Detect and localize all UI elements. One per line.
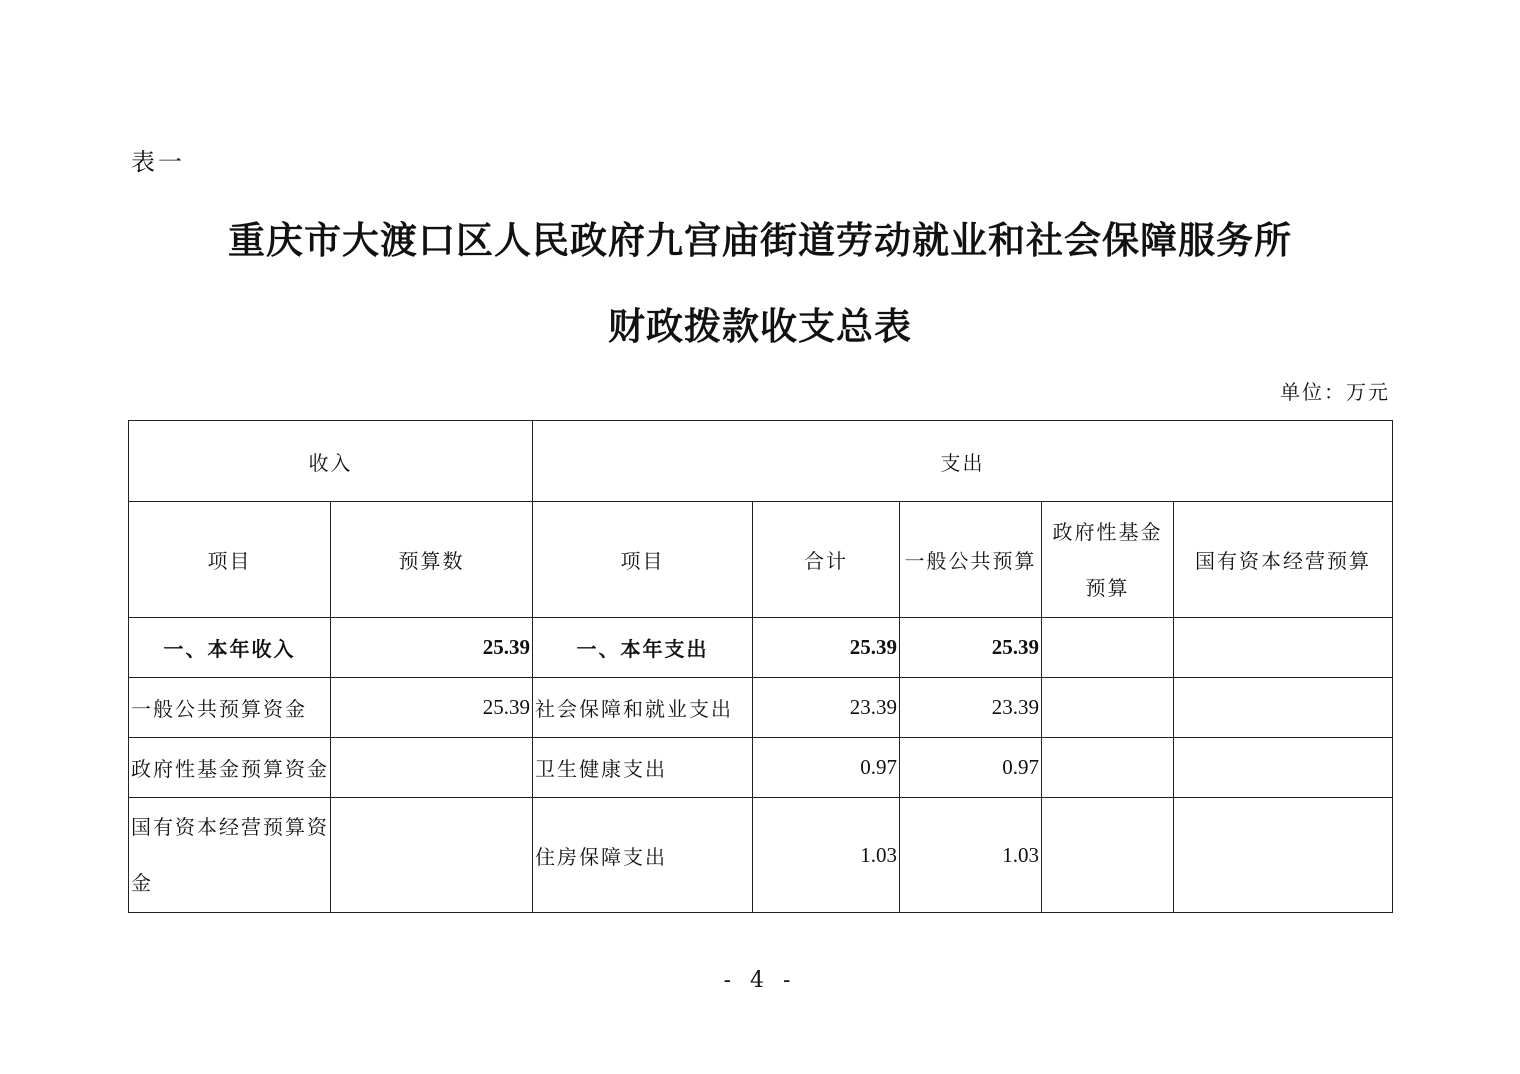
col-total: 合计 <box>753 502 900 618</box>
income-item-cell: 政府性基金预算资金 <box>129 738 331 798</box>
expense-item-cell: 社会保障和就业支出 <box>533 678 753 738</box>
income-item-cell: 一、本年收入 <box>129 618 331 678</box>
table-label: 表一 <box>131 148 185 176</box>
income-budget-cell <box>331 798 533 913</box>
income-item-cell: 国有资本经营预算资金 <box>129 798 331 913</box>
total-cell: 25.39 <box>753 618 900 678</box>
state-capital-budget-cell <box>1174 618 1393 678</box>
gov-fund-budget-cell <box>1042 738 1174 798</box>
col-income-budget: 预算数 <box>331 502 533 618</box>
expense-item-cell: 卫生健康支出 <box>533 738 753 798</box>
gov-fund-budget-cell <box>1042 618 1174 678</box>
table-row <box>129 798 1393 913</box>
state-capital-budget-cell <box>1174 678 1393 738</box>
gov-fund-budget-cell <box>1042 678 1174 738</box>
page-title: 重庆市大渡口区人民政府九宫庙街道劳动就业和社会保障服务所 <box>228 218 1292 262</box>
expense-group-header: 支出 <box>533 421 1393 502</box>
general-budget-cell: 23.39 <box>900 678 1042 738</box>
expense-item-cell: 住房保障支出 <box>533 798 753 913</box>
expense-item-cell: 一、本年支出 <box>533 618 753 678</box>
col-gov-fund-budget: 政府性基金预算 <box>1042 502 1174 618</box>
column-header-row <box>129 502 1393 618</box>
total-cell: 23.39 <box>753 678 900 738</box>
page-subtitle: 财政拨款收支总表 <box>608 304 912 348</box>
total-cell: 0.97 <box>753 738 900 798</box>
unit-label: 单位：万元 <box>1280 380 1390 404</box>
income-budget-cell: 25.39 <box>331 618 533 678</box>
income-item-cell: 一般公共预算资金 <box>129 678 331 738</box>
table-row <box>129 618 1393 678</box>
group-header-row <box>129 421 1393 502</box>
page-number: - 4 - <box>723 968 797 993</box>
general-budget-cell: 1.03 <box>900 798 1042 913</box>
total-cell: 1.03 <box>753 798 900 913</box>
state-capital-budget-cell <box>1174 798 1393 913</box>
col-expense-item: 项目 <box>533 502 753 618</box>
table-row <box>129 738 1393 798</box>
income-group-header: 收入 <box>129 421 533 502</box>
income-budget-cell <box>331 738 533 798</box>
table-row <box>129 678 1393 738</box>
gov-fund-budget-cell <box>1042 798 1174 913</box>
general-budget-cell: 25.39 <box>900 618 1042 678</box>
col-general-budget: 一般公共预算 <box>900 502 1042 618</box>
state-capital-budget-cell <box>1174 738 1393 798</box>
general-budget-cell: 0.97 <box>900 738 1042 798</box>
col-income-item: 项目 <box>129 502 331 618</box>
income-budget-cell: 25.39 <box>331 678 533 738</box>
fiscal-summary-table <box>128 420 1393 913</box>
col-state-capital-budget: 国有资本经营预算 <box>1174 502 1393 618</box>
